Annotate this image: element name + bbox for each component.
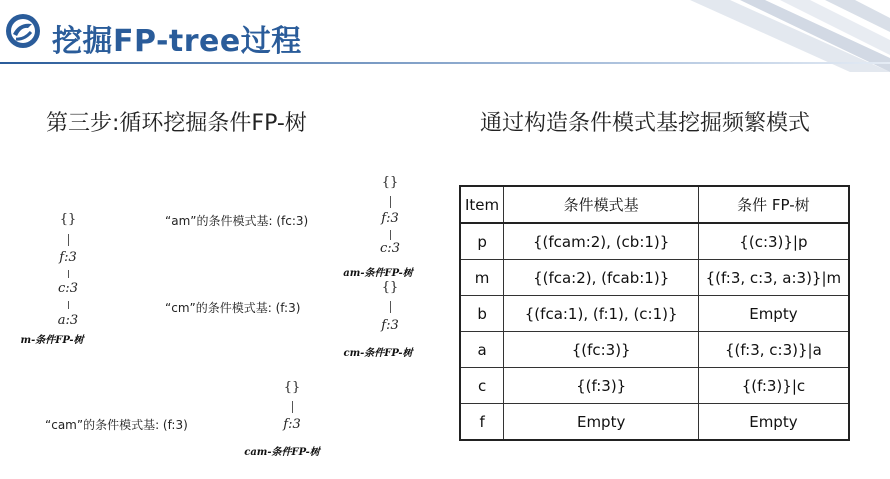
cell-pattern-base: {(f:3)} [504,368,699,404]
cm-tree-node-f: f:3 [381,318,399,333]
m-tree-edge [68,234,69,246]
cm-tree-root: {} [381,280,399,295]
cell-fp-tree: {(f:3)}|c [699,368,849,404]
am-tree-caption: am-条件FP-树 [343,268,413,279]
m-tree-edge [68,301,69,309]
header-rule [0,62,890,64]
cm-tree-caption: cm-条件FP-树 [343,348,413,359]
cell-pattern-base: {(fca:2), (fcab:1)} [504,260,699,296]
m-tree-caption: m-条件FP-树 [20,335,84,346]
m-tree-node-f: f:3 [59,250,77,265]
m-tree-edge [68,270,69,278]
cam-pattern-base: “cam”的条件模式基: (f:3) [45,418,188,432]
table-row [460,223,849,260]
table-row [460,404,849,441]
header-fp-tree: 条件 FP-树 [699,186,849,223]
table-row [460,332,849,368]
left-heading: 第三步:循环挖掘条件FP-树 [46,111,307,136]
am-tree-root: {} [381,175,399,190]
cell-fp-tree: {(c:3)}|p [699,223,849,260]
header-pattern-base: 条件模式基 [504,186,699,223]
am-tree-edge [390,230,391,240]
table-row [460,296,849,332]
table-header-row [460,186,849,223]
cell-item: p [460,223,504,260]
cam-tree-edge [292,401,293,413]
cell-pattern-base: Empty [504,404,699,441]
pattern-base-table [459,185,850,441]
conditional-fp-trees [0,160,440,479]
slide-title: 挖掘FP-tree过程 [52,24,302,59]
logo-icon [4,12,42,50]
cam-tree-root: {} [283,380,301,395]
table-row [460,368,849,404]
cm-pattern-base: “cm”的条件模式基: (f:3) [165,301,301,315]
pattern-base-table-wrapper [459,185,850,441]
am-tree-node-f: f:3 [381,211,399,226]
cell-fp-tree: {(f:3, c:3)}|a [699,332,849,368]
cell-pattern-base: {(fca:1), (f:1), (c:1)} [504,296,699,332]
am-tree-edge [390,196,391,208]
cell-item: c [460,368,504,404]
cell-fp-tree: Empty [699,296,849,332]
m-tree-node-c: c:3 [58,281,78,296]
cell-fp-tree: Empty [699,404,849,441]
table-row [460,260,849,296]
cell-item: b [460,296,504,332]
cam-tree-node-f: f:3 [283,417,301,432]
am-pattern-base: “am”的条件模式基: (fc:3) [165,214,309,228]
cell-item: f [460,404,504,441]
cell-pattern-base: {(fcam:2), (cb:1)} [504,223,699,260]
m-tree-node-a: a:3 [57,313,79,328]
cell-pattern-base: {(fc:3)} [504,332,699,368]
right-heading: 通过构造条件模式基挖掘频繁模式 [480,111,811,136]
header-item: Item [460,186,504,223]
cam-tree-caption: cam-条件FP-树 [244,447,320,458]
am-tree-node-c: c:3 [380,241,400,256]
cell-item: m [460,260,504,296]
slide-header [0,0,890,72]
cm-tree-edge [390,301,391,313]
cell-fp-tree: {(f:3, c:3, a:3)}|m [699,260,849,296]
m-tree-root: {} [59,212,77,227]
cell-item: a [460,332,504,368]
